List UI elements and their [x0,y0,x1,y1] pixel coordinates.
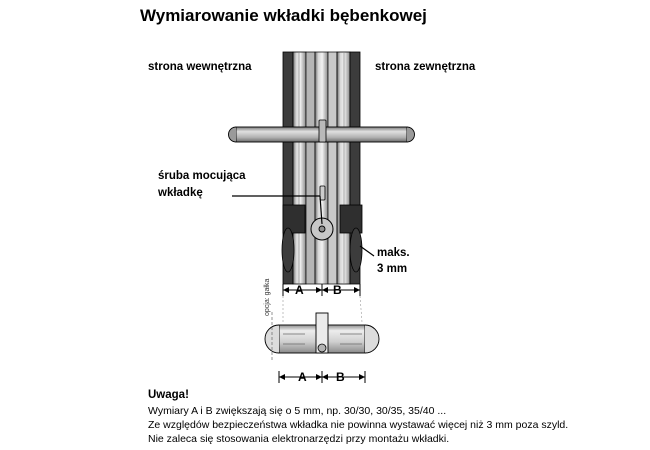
mounting-screw-head [319,226,325,232]
label-mounting-screw-line1: śruba mocująca [158,170,246,182]
right-cylinder-column [337,52,350,284]
notes-block [148,389,618,446]
label-outer-side: strona zewnętrzna [375,61,476,73]
handle-left-cap [229,127,236,142]
dimension-label-lower-b: B [336,370,345,384]
right-fixing-block [340,205,362,233]
label-max-line2: 3 mm [377,263,408,275]
cylinder-right-end [365,325,379,353]
dimension-label-upper-a: A [295,283,304,297]
keyway-upper [319,120,326,142]
side-view-group [265,296,379,383]
label-inner-side: strona wewnętrzna [148,61,252,73]
page-title: Wymiarowanie wkładki bębenkowej [140,6,427,25]
notes-line-1: Wymiary A i B zwiększają się o 5 mm, np. 30/30, 30/35, 35/40 ... [148,405,447,417]
cam-screw-hole [318,344,326,352]
dimension-label-upper-b: B [333,283,342,297]
dimension-label-lower-a: A [298,370,307,384]
label-mounting-screw-line2: wkładkę [158,187,203,199]
center-column-c [328,52,337,284]
label-knob-option: opcja: gałka [264,278,271,316]
center-column-a [306,52,315,284]
front-view-group [229,52,415,296]
notes-line-3: Nie zaleca się stosowania elektronarzędzi przy montażu wkładki. [148,433,450,445]
keyway-lower [320,186,325,200]
label-max-line1: maks. [377,247,410,259]
notes-heading: Uwaga! [148,389,189,401]
right-bottom-cap [350,228,362,272]
left-bottom-cap [282,228,294,272]
notes-line-2: Ze względów bezpieczeństwa wkładka nie powinna wystawać więcej niż 3 mm poza szyld. [148,419,569,431]
center-column-b [315,52,328,284]
handle-right-cap [407,127,415,142]
left-cylinder-column [293,52,306,284]
